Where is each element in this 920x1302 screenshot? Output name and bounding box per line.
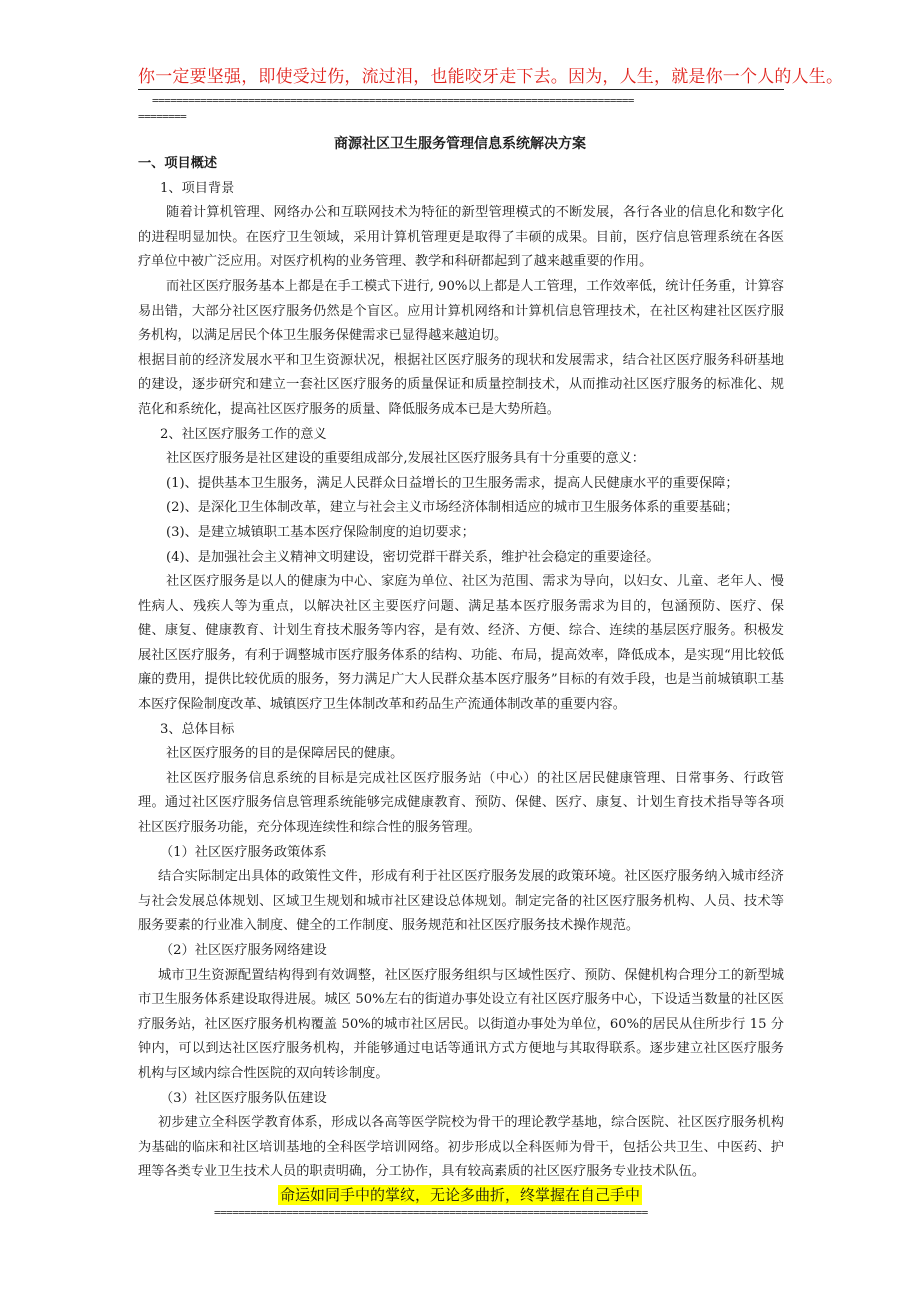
separator-line-tail: ========: [138, 110, 187, 123]
paragraph: 城市卫生资源配置结构得到有效调整，社区医疗服务组织与区域性医疗、预防、保健机构合理分工的新型城市卫生服务体系建设取得进展。城区 50%左右的街道办事处设立有社区医疗服务中心，下设适当数量的社区医疗服务站，社区医疗服务机构覆盖 50%的城市社区居民。以街道办事处为单位，60%的居民从住所步行 15 分钟内，可以到达社区医疗服务机构，并能够通过电话等通讯方式方便地与其取得联系。逐步建立社区医疗服务机构与区域内综合性医院的双向转诊制度。: [138, 967, 784, 1081]
subsection-heading: （3）社区医疗服务队伍建设: [160, 1090, 327, 1106]
footer-separator: ========================================================================: [214, 1206, 648, 1219]
subsection-heading: （1）社区医疗服务政策体系: [160, 844, 327, 860]
list-item: (3)、是建立城镇职工基本医疗保险制度的迫切要求；: [166, 524, 475, 540]
paragraph: 社区医疗服务是社区建设的重要组成部分,发展社区医疗服务具有十分重要的意义：: [166, 451, 645, 467]
subsection-heading: 2、社区医疗服务工作的意义: [160, 426, 327, 442]
footer-motto-text: 命运如同手中的掌纹，无论多曲折，终掌握在自己手中: [279, 1186, 640, 1204]
subsection-heading: （2）社区医疗服务网络建设: [160, 943, 327, 958]
subsection-heading: 1、项目背景: [160, 180, 235, 196]
paragraph: 初步建立全科医学教育体系，形成以各高等医学院校为骨干的理论教学基地，综合医院、社区医疗服务机构为基础的临床和社区培训基地的全科医学培训网络。初步形成以全科医师为骨干，包括公共卫生、中医药、护理等各类专业卫生技术人员的职责明确，分工协作，具有较高素质的社区医疗服务专业技术队伍。: [138, 1115, 784, 1180]
paragraph: 社区医疗服务的目的是保障居民的健康。: [166, 746, 404, 762]
header-rule: [138, 89, 784, 90]
list-item: (1)、提供基本卫生服务，满足人民群众日益增长的卫生服务需求，提高人民健康水平的重要保障；: [166, 475, 739, 491]
section-heading: 一、项目概述: [138, 156, 218, 171]
list-item: (4)、是加强社会主义精神文明建设，密切党群干群关系，维护社会稳定的重要途径。: [166, 549, 660, 565]
paragraph: 而社区医疗服务基本上都是在手工模式下进行, 90%以上都是人工管理，工作效率低，统计任务重，计算容易出错，大部分社区医疗服务仍然是个盲区。应用计算机网络和计算机信息管理技术，在社区构建社区医疗服务机构，以满足居民个体卫生服务保健需求已显得越来越迫切。: [138, 278, 784, 344]
list-item: (2)、是深化卫生体制改革，建立与社会主义市场经济体制相适应的城市卫生服务体系的重要基础；: [166, 500, 739, 516]
document-title: 商源社区卫生服务管理信息系统解决方案: [334, 136, 586, 152]
footer-motto: [0, 1184, 920, 1205]
subsection-heading: 3、总体目标: [160, 721, 235, 737]
paragraph: 根据目前的经济发展水平和卫生资源状况，根据社区医疗服务的现状和发展需求，结合社区医疗服务科研基地的建设，逐步研究和建立一套社区医疗服务的质量保证和质量控制技术，从而推动社区医疗服务的标准化、规范化和系统化，提高社区医疗服务的质量、降低服务成本已是大势所趋。: [138, 352, 784, 417]
header-motto: 你一定要坚强，即使受过伤，流过泪，也能咬牙走下去。因为，人生，就是你一个人的人生。: [138, 67, 844, 87]
paragraph: 社区医疗服务是以人的健康为中心、家庭为单位、社区为范围、需求为导向，以妇女、儿童、老年人、慢性病人、残疾人等为重点，以解决社区主要医疗问题、满足基本医疗服务需求为目的，包涵预防、医疗、保健、康复、健康教育、计划生育技术服务等内容，是有效、经济、方便、综合、连续的基层医疗服务。积极发展社区医疗服务，有利于调整城市医疗服务体系的结构、功能、布局，提高效率，降低成本，是实现“用比较低廉的费用，提供比较优质的服务，努力满足广大人民群众基本医疗服务”目标的有效手段，也是当前城镇职工基本医疗保险制度改革、城镇医疗卫生体制改革和药品生产流通体制改革的重要内容。: [138, 574, 784, 713]
paragraph: 社区医疗服务信息系统的目标是完成社区医疗服务站（中心）的社区居民健康管理、日常事务、行政管理。通过社区医疗服务信息管理系统能够完成健康教育、预防、保健、医疗、康复、计划生育技术指导等各项社区医疗服务功能，充分体现连续性和综合性的服务管理。: [138, 770, 784, 836]
paragraph: 随着计算机管理、网络办公和互联网技术为特征的新型管理模式的不断发展，各行各业的信息化和数字化的进程明显加快。在医疗卫生领域，采用计算机管理更是取得了丰硕的成果。目前，医疗信息管理系统在各医疗单位中被广泛应用。对医疗机构的业务管理、教学和科研都起到了越来越重要的作用。: [138, 205, 784, 270]
paragraph: 结合实际制定出具体的政策性文件，形成有利于社区医疗服务发展的政策环境。社区医疗服务纳入城市经济与社会发展总体规划、区域卫生规划和城市社区建设总体规划。制定完备的社区医疗服务机构、人员、技术等服务要素的行业准入制度、健全的工作制度、服务规范和社区医疗服务技术操作规范。: [138, 869, 784, 934]
document-body: [138, 152, 784, 1185]
separator-line: ================================================================================: [152, 94, 634, 107]
